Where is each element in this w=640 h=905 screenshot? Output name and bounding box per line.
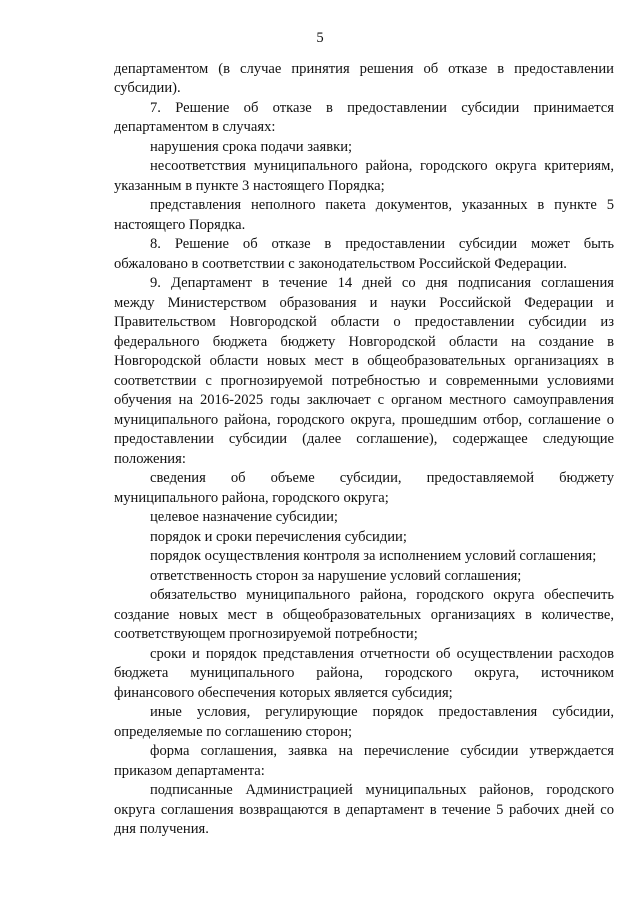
text-line: сведения об объеме субсидии, предоставляемой бюджету	[150, 470, 614, 486]
text-line: 8. Решение об отказе в предоставлении субсидии может быть	[150, 236, 614, 252]
text-line: 9. Департамент в течение 14 дней со дня подписания соглашения	[150, 275, 614, 291]
text-line: федерального бюджета бюджету Новгородской области на создание в	[114, 334, 614, 350]
text-line: муниципального района, городского округа, прошедшим отбор, соглашение о	[114, 412, 614, 428]
text-line: Правительством Новгородской области о предоставлении субсидии из	[114, 314, 614, 330]
text-line: соответствующем прогнозируемой потребности;	[114, 626, 418, 642]
text-line: финансового обеспечения которых является субсидия;	[114, 685, 453, 701]
text-line: предоставлении субсидии (далее соглашение), содержащее следующие	[114, 431, 614, 447]
text-line: целевое назначение субсидии;	[150, 509, 338, 525]
text-line: форма соглашения, заявка на перечисление субсидии утверждается	[150, 743, 614, 759]
text-line: подписанные Администрацией муниципальных районов, городского	[150, 782, 614, 798]
text-line: иные условия, регулирующие порядок предоставления субсидии,	[150, 704, 614, 720]
text-line: обучения на 2016-2025 годы заключает с органом местного самоуправления	[114, 392, 614, 408]
text-line: между Министерством образования и науки Российской Федерации и	[114, 295, 614, 311]
text-line: порядок осуществления контроля за исполнением условий соглашения;	[150, 548, 597, 564]
text-line: соответствии с прогнозируемой потребностью и современными условиями	[114, 373, 614, 389]
text-line: нарушения срока подачи заявки;	[150, 139, 353, 155]
text-line: ответственность сторон за нарушение условий соглашения;	[150, 568, 522, 584]
text-line: порядок и сроки перечисления субсидии;	[150, 529, 407, 545]
text-line: указанным в пункте 3 настоящего Порядка;	[114, 178, 385, 194]
text-line: определяемые по соглашению сторон;	[114, 724, 353, 740]
text-line: положения:	[114, 451, 186, 467]
text-line: округа соглашения возвращаются в департамент в течение 5 рабочих дней со	[114, 802, 614, 818]
text-line: обжаловано в соответствии с законодательством Российской Федерации.	[114, 256, 567, 272]
text-line: приказом департамента:	[114, 763, 265, 779]
page-number: 5	[316, 30, 324, 46]
text-line: бюджета муниципального района, городского округа, источником	[114, 665, 614, 681]
text-line: настоящего Порядка.	[114, 217, 246, 233]
text-line: 7. Решение об отказе в предоставлении субсидии принимается	[150, 100, 614, 116]
text-line: обязательство муниципального района, городского округа обеспечить	[150, 587, 614, 603]
text-line: представления неполного пакета документов, указанных в пункте 5	[150, 197, 614, 213]
text-line: дня получения.	[114, 821, 209, 837]
text-line: создание новых мест в общеобразовательных организациях в количестве,	[114, 607, 614, 623]
text-line: субсидии).	[114, 80, 181, 96]
text-line: департаментом (в случае принятия решения об отказе в предоставлении	[114, 61, 614, 77]
text-line: муниципального района, городского округа;	[114, 490, 389, 506]
text-line: департаментом в случаях:	[114, 119, 276, 135]
text-line: Новгородской области новых мест в общеобразовательных организациях в	[114, 353, 614, 369]
text-line: сроки и порядок представления отчетности об осуществлении расходов	[150, 646, 614, 662]
text-line: несоответствия муниципального района, городского округа критериям,	[150, 158, 614, 174]
